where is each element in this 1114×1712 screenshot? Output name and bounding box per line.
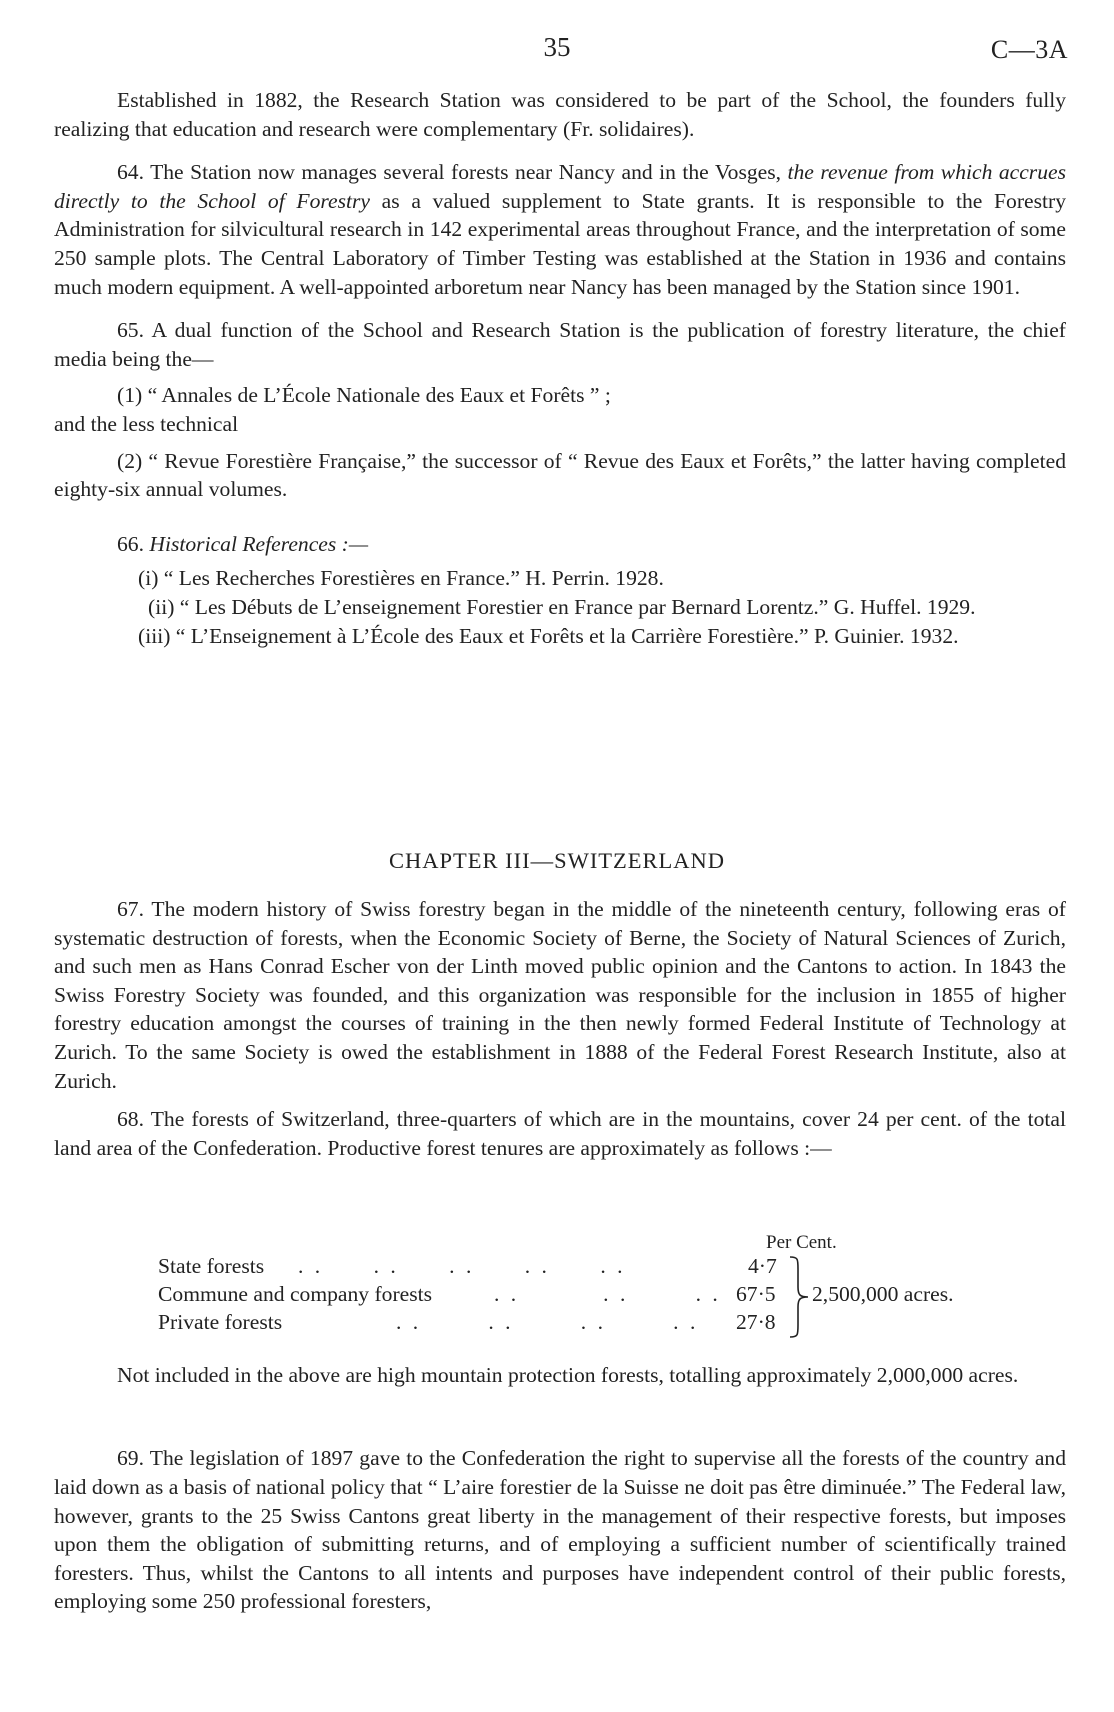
reference-i: (i) “ Les Recherches Forestières en France.” H. Perrin. 1928. (138, 566, 664, 591)
paragraph-65-item-1: (1) “ Annales de L’École Nationale des Eaux et Forêts ” ; (117, 383, 611, 408)
row-value: 4·7 (748, 1254, 777, 1278)
paragraph-64 (54, 158, 1066, 301)
curly-brace (788, 1255, 810, 1339)
table-row (158, 1252, 626, 1281)
row-value: 27·8 (736, 1310, 776, 1334)
leader-dots: . . . . . . (494, 1282, 721, 1306)
paragraph-66-heading (54, 530, 1066, 559)
body-text-switzerland (54, 895, 1066, 1162)
paragraph-64-italic: the revenue from which accrues directly to the School of Forestry (54, 160, 1066, 213)
reference-ii: (ii) “ Les Débuts de L’enseignement Forestier en France par Bernard Lorentz.” G. Huffel. 1929. (148, 594, 976, 619)
body-text-lower (54, 1339, 1066, 1638)
paragraph-67: 67. The modern history of Swiss forestry began in the middle of the nineteenth century, following eras of systematic destruction of forests, when the Economic Society of Berne, the Society of Natural Sciences of Zurich, and such men as Hans Conrad Escher von der Linth moved public opinion and the Cantons to action. In 1843 the Swiss Forestry Society was founded, and this organization was responsible for the inclusion in 1855 of higher forestry education amongst the courses of training in the then newly formed Federal Institute of Technology at Zurich. To the same Society is owed the establishment in 1888 of the Federal Forest Research Institute, also at Zurich. (54, 897, 1066, 1093)
paragraph-69: 69. The legislation of 1897 gave to the Confederation the right to supervise all the forests of the country and laid down as a basis of national policy that “ L’aire forestier de la Suisse ne doit pas être diminuée.” The Federal law, however, grants to the 25 Swiss Cantons great liberty in the management of their respective forests, but imposes upon them the obligation of submitting returns, and of employing a sufficient number of scientifically trained foresters. Thus, whilst the Cantons to all intents and purposes have independent control of their public forests, employing some 250 professional foresters, (54, 1446, 1066, 1614)
page-number: 35 (543, 32, 571, 62)
row-label: State forests (158, 1254, 265, 1278)
paragraph-64-start: 64. The Station now manages several forests near Nancy and in the Vosges, (117, 160, 788, 185)
row-value: 67·5 (736, 1282, 776, 1306)
leader-dots: . . . . . . . . . . (298, 1254, 626, 1278)
table-row (158, 1308, 699, 1337)
reference-iii: (iii) “ L’Enseignement à L’École des Eaux et Forêts et la Carrière Forestière.” P. Guinier. 1932. (138, 623, 959, 648)
body-text-upper (54, 86, 1066, 650)
paragraph-68: 68. The forests of Switzerland, three-quarters of which are in the mountains, cover 24 per cent. of the total land area of the Confederation. Productive forest tenures are approximately as follows :— (54, 1107, 1066, 1160)
paragraph-65: 65. A dual function of the School and Research Station is the publication of forestry literature, the chief media being the— (54, 318, 1066, 371)
paragraph-64-end: as a valued supplement to State grants. It is responsible to the Forestry Administration for silvicultural research in 142 experimental areas throughout France, and the interpretation of some 250 sample plots. The Central Laboratory of Timber Testing was established at the Station in 1936 and contains much modern equipment. A well-appointed arboretum near Nancy has been managed by the Station since 1901. (54, 188, 1066, 299)
leader-dots: . . . . . . . . (396, 1310, 699, 1334)
paragraph-68-note: Not included in the above are high mountain protection forests, totalling approximately 2,000,000 acres. (117, 1362, 1019, 1387)
paragraph-66-number: 66. (117, 531, 150, 556)
total-acres: 2,500,000 acres. (812, 1282, 954, 1306)
row-label: Commune and company forests (158, 1282, 433, 1306)
row-label: Private forests (158, 1310, 283, 1334)
historical-references-title: Historical References :— (149, 531, 369, 556)
paragraph-65-connector: and the less technical (54, 411, 239, 436)
chapter-heading: CHAPTER III—SWITZERLAND (388, 848, 726, 873)
paragraph-65-item-2: (2) “ Revue Forestière Française,” the successor of “ Revue des Eaux et Forêts,” the latter having completed eighty-six annual volumes. (54, 448, 1066, 502)
per-cent-column-header: Per Cent. (766, 1232, 837, 1253)
paragraph-established: Established in 1882, the Research Station was considered to be part of the School, the founders fully realizing that education and research were complementary (Fr. solidaires). (54, 88, 1066, 141)
table-row (158, 1280, 721, 1309)
document-reference: C—3A (990, 35, 1068, 64)
